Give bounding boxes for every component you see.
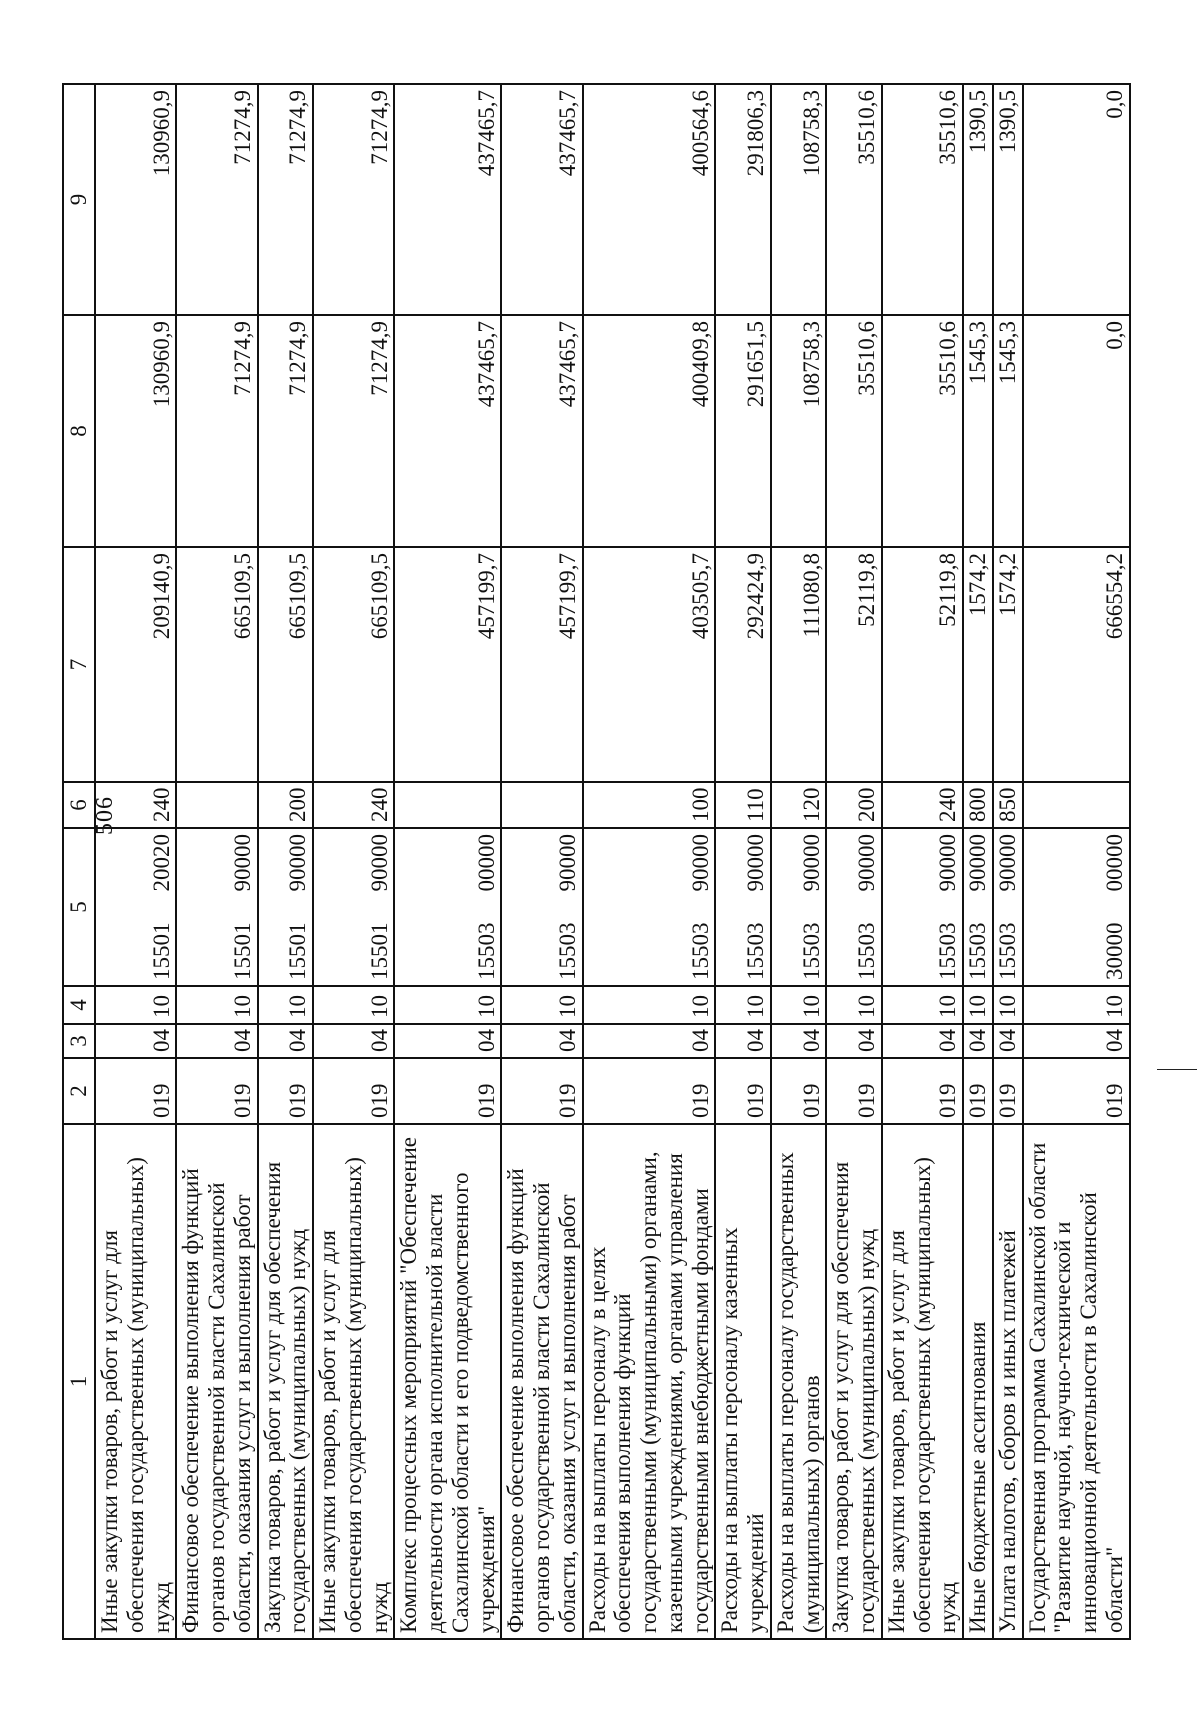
row-name: Закупка товаров, работ и услуг для обеспечения государственных (муниципальных) нужд — [258, 1124, 314, 1639]
column-number: 6 — [63, 782, 95, 828]
cell-code-col2: 019 — [1023, 1058, 1130, 1124]
cell-amount-col9: 71274,9 — [258, 84, 314, 315]
row-name: Комплекс процессных мероприятий "Обеспечение деятельности органа исполнительной власти Сахалинской области и его подведомственного учреждения" — [394, 1124, 501, 1639]
cell-code-col6: 240 — [882, 782, 963, 828]
cell-code-col6: 200 — [258, 782, 314, 828]
cell-amount-col8: 1545,3 — [993, 315, 1023, 547]
cell-code-col5-program: 15501 — [258, 908, 314, 986]
cell-code-col6: 240 — [95, 782, 176, 828]
cell-code-col3: 04 — [963, 1024, 993, 1058]
table-row — [501, 84, 582, 1639]
cell-code-col5-direction: 90000 — [258, 828, 314, 908]
table-row — [826, 84, 882, 1639]
cell-code-col4: 10 — [993, 986, 1023, 1024]
cell-code-col2: 019 — [313, 1058, 394, 1124]
table-row — [771, 84, 827, 1639]
column-number: 4 — [63, 986, 95, 1024]
cell-code-col2: 019 — [882, 1058, 963, 1124]
cell-amount-col9: 0,0 — [1023, 84, 1130, 315]
cell-code-col5-direction: 90000 — [993, 828, 1023, 908]
cell-amount-col8: 108758,3 — [771, 315, 827, 547]
cell-code-col5-program: 15503 — [963, 908, 993, 986]
cell-code-col5-program: 15503 — [826, 908, 882, 986]
cell-amount-col8: 291651,5 — [715, 315, 771, 547]
cell-code-col3: 04 — [771, 1024, 827, 1058]
cell-code-col4: 10 — [826, 986, 882, 1024]
row-name: Иные закупки товаров, работ и услуг для обеспечения государственных (муниципальных) нужд — [313, 1124, 394, 1639]
cell-amount-col9: 35510,6 — [882, 84, 963, 315]
table-row — [715, 84, 771, 1639]
table-body — [63, 84, 1130, 1639]
cell-amount-col9: 130960,9 — [95, 84, 176, 315]
cell-code-col6 — [1023, 782, 1130, 828]
cell-amount-col8: 71274,9 — [313, 315, 394, 547]
cell-amount-col9: 71274,9 — [176, 84, 257, 315]
cell-code-col6: 240 — [313, 782, 394, 828]
cell-code-col6: 800 — [963, 782, 993, 828]
cell-code-col5-direction: 90000 — [313, 828, 394, 908]
table-row — [882, 84, 963, 1639]
cell-amount-col8: 400409,8 — [583, 315, 716, 547]
column-number: 8 — [63, 315, 95, 547]
cell-amount-col7: 665109,5 — [313, 547, 394, 782]
cell-code-col4: 10 — [394, 986, 501, 1024]
cell-code-col3: 04 — [715, 1024, 771, 1058]
cell-amount-col8: 71274,9 — [258, 315, 314, 547]
cell-code-col2: 019 — [501, 1058, 582, 1124]
cell-code-col2: 019 — [963, 1058, 993, 1124]
table-row — [583, 84, 716, 1639]
cell-code-col4: 10 — [176, 986, 257, 1024]
cell-code-col4: 10 — [1023, 986, 1130, 1024]
cell-amount-col9: 108758,3 — [771, 84, 827, 315]
cell-code-col6 — [501, 782, 582, 828]
cell-amount-col9: 1390,5 — [963, 84, 993, 315]
cell-code-col4: 10 — [882, 986, 963, 1024]
cell-amount-col8: 130960,9 — [95, 315, 176, 547]
row-name: Закупка товаров, работ и услуг для обеспечения государственных (муниципальных) нужд — [826, 1124, 882, 1639]
row-name: Финансовое обеспечение выполнения функций органов государственной власти Сахалинской области, оказания услуг и выполнения работ — [176, 1124, 257, 1639]
cell-code-col2: 019 — [95, 1058, 176, 1124]
table-row — [313, 84, 394, 1639]
column-number: 5 — [63, 828, 95, 986]
cell-code-col5-program: 15503 — [394, 908, 501, 986]
cell-code-col5-direction: 90000 — [583, 828, 716, 908]
cell-code-col5-program: 15503 — [715, 908, 771, 986]
cell-code-col5-direction: 90000 — [771, 828, 827, 908]
cell-amount-col8: 71274,9 — [176, 315, 257, 547]
cell-code-col5-direction: 20020 — [95, 828, 176, 908]
cell-code-col5-direction: 00000 — [394, 828, 501, 908]
cell-code-col2: 019 — [993, 1058, 1023, 1124]
cell-code-col5-program: 15503 — [771, 908, 827, 986]
cell-code-col3: 04 — [176, 1024, 257, 1058]
cell-amount-col8: 35510,6 — [826, 315, 882, 547]
cell-code-col5-program: 15503 — [583, 908, 716, 986]
cell-amount-col7: 665109,5 — [176, 547, 257, 782]
cell-code-col2: 019 — [583, 1058, 716, 1124]
cell-code-col4: 10 — [715, 986, 771, 1024]
cell-code-col4: 10 — [95, 986, 176, 1024]
cell-code-col4: 10 — [258, 986, 314, 1024]
cell-amount-col7: 52119,8 — [826, 547, 882, 782]
cell-code-col5-program: 15503 — [993, 908, 1023, 986]
cell-code-col4: 10 — [313, 986, 394, 1024]
cell-amount-col7: 1574,2 — [963, 547, 993, 782]
cell-amount-col7: 111080,8 — [771, 547, 827, 782]
row-name: Финансовое обеспечение выполнения функций органов государственной власти Сахалинской области, оказания услуг и выполнения работ — [501, 1124, 582, 1639]
cell-code-col4: 10 — [501, 986, 582, 1024]
cell-code-col5-direction: 90000 — [715, 828, 771, 908]
row-name: Уплата налогов, сборов и иных платежей — [993, 1124, 1023, 1639]
cell-code-col3: 04 — [993, 1024, 1023, 1058]
cell-code-col2: 019 — [715, 1058, 771, 1124]
cell-code-col5-program: 30000 — [1023, 908, 1130, 986]
cell-code-col5-direction: 00000 — [1023, 828, 1130, 908]
cell-code-col3: 04 — [313, 1024, 394, 1058]
cell-amount-col7: 457199,7 — [501, 547, 582, 782]
cell-code-col2: 019 — [394, 1058, 501, 1124]
column-number: 1 — [63, 1124, 95, 1639]
cell-amount-col7: 292424,9 — [715, 547, 771, 782]
row-name: Иные закупки товаров, работ и услуг для обеспечения государственных (муниципальных) нужд — [95, 1124, 176, 1639]
row-name: Расходы на выплаты персоналу казенных учреждений — [715, 1124, 771, 1639]
cell-amount-col9: 437465,7 — [394, 84, 501, 315]
cell-code-col6: 100 — [583, 782, 716, 828]
cell-amount-col7: 666554,2 — [1023, 547, 1130, 782]
cell-code-col5-program: 15501 — [176, 908, 257, 986]
column-number: 3 — [63, 1024, 95, 1058]
cell-code-col3: 04 — [826, 1024, 882, 1058]
cell-amount-col7: 665109,5 — [258, 547, 314, 782]
table-row — [394, 84, 501, 1639]
cell-amount-col7: 52119,8 — [882, 547, 963, 782]
cell-amount-col7: 457199,7 — [394, 547, 501, 782]
cell-code-col5-direction: 90000 — [882, 828, 963, 908]
cell-code-col3: 04 — [1023, 1024, 1130, 1058]
row-name: Государственная программа Сахалинской области "Развитие научной, научно-технической и инновационной деятельности в Сахалинской области" — [1023, 1124, 1130, 1639]
cell-code-col6: 110 — [715, 782, 771, 828]
cell-amount-col9: 71274,9 — [313, 84, 394, 315]
table-row — [176, 84, 257, 1639]
cell-amount-col7: 209140,9 — [95, 547, 176, 782]
cell-code-col2: 019 — [258, 1058, 314, 1124]
row-name: Иные бюджетные ассигнования — [963, 1124, 993, 1639]
cell-amount-col8: 0,0 — [1023, 315, 1130, 547]
cell-code-col5-program: 15503 — [501, 908, 582, 986]
cell-amount-col9: 400564,6 — [583, 84, 716, 315]
cell-code-col6: 120 — [771, 782, 827, 828]
cell-code-col6 — [394, 782, 501, 828]
cell-amount-col9: 291806,3 — [715, 84, 771, 315]
cell-code-col5-program: 15501 — [313, 908, 394, 986]
cell-code-col2: 019 — [826, 1058, 882, 1124]
table-row — [1023, 84, 1130, 1639]
cell-code-col4: 10 — [771, 986, 827, 1024]
cell-code-col6: 200 — [826, 782, 882, 828]
cell-code-col5-direction: 90000 — [501, 828, 582, 908]
cell-code-col3: 04 — [95, 1024, 176, 1058]
cell-code-col5-direction: 90000 — [826, 828, 882, 908]
cell-amount-col9: 35510,6 — [826, 84, 882, 315]
cell-code-col5-direction: 90000 — [176, 828, 257, 908]
cell-code-col5-direction: 90000 — [963, 828, 993, 908]
cell-code-col6: 850 — [993, 782, 1023, 828]
cell-amount-col7: 1574,2 — [993, 547, 1023, 782]
cell-amount-col9: 1390,5 — [993, 84, 1023, 315]
page-number: 506 — [92, 796, 118, 835]
cell-amount-col9: 437465,7 — [501, 84, 582, 315]
cell-amount-col8: 35510,6 — [882, 315, 963, 547]
cell-code-col5-program: 15503 — [882, 908, 963, 986]
cell-code-col3: 04 — [394, 1024, 501, 1058]
cell-amount-col8: 1545,3 — [963, 315, 993, 547]
table-row — [963, 84, 993, 1639]
table-row — [95, 84, 176, 1639]
cell-amount-col8: 437465,7 — [501, 315, 582, 547]
cell-code-col6 — [176, 782, 257, 828]
row-name: Иные закупки товаров, работ и услуг для обеспечения государственных (муниципальных) нужд — [882, 1124, 963, 1639]
cell-code-col3: 04 — [882, 1024, 963, 1058]
scan-mark-line — [1157, 1069, 1197, 1070]
cell-amount-col7: 403505,7 — [583, 547, 716, 782]
row-name: Расходы на выплаты персоналу государственных (муниципальных) органов — [771, 1124, 827, 1639]
budget-table — [62, 83, 1131, 1640]
cell-code-col4: 10 — [963, 986, 993, 1024]
cell-code-col2: 019 — [176, 1058, 257, 1124]
column-number: 9 — [63, 84, 95, 315]
table-row — [993, 84, 1023, 1639]
column-number: 7 — [63, 547, 95, 782]
cell-code-col3: 04 — [583, 1024, 716, 1058]
row-name: Расходы на выплаты персоналу в целях обеспечения выполнения функций государственными (муниципальными) органами, казенными учреждениями, органами управления государственными внебюджетными фондами — [583, 1124, 716, 1639]
column-number: 2 — [63, 1058, 95, 1124]
cell-code-col2: 019 — [771, 1058, 827, 1124]
cell-code-col4: 10 — [583, 986, 716, 1024]
column-number-row — [63, 84, 95, 1639]
cell-code-col3: 04 — [258, 1024, 314, 1058]
table-row — [258, 84, 314, 1639]
cell-amount-col8: 437465,7 — [394, 315, 501, 547]
cell-code-col5-program: 15501 — [95, 908, 176, 986]
cell-code-col3: 04 — [501, 1024, 582, 1058]
